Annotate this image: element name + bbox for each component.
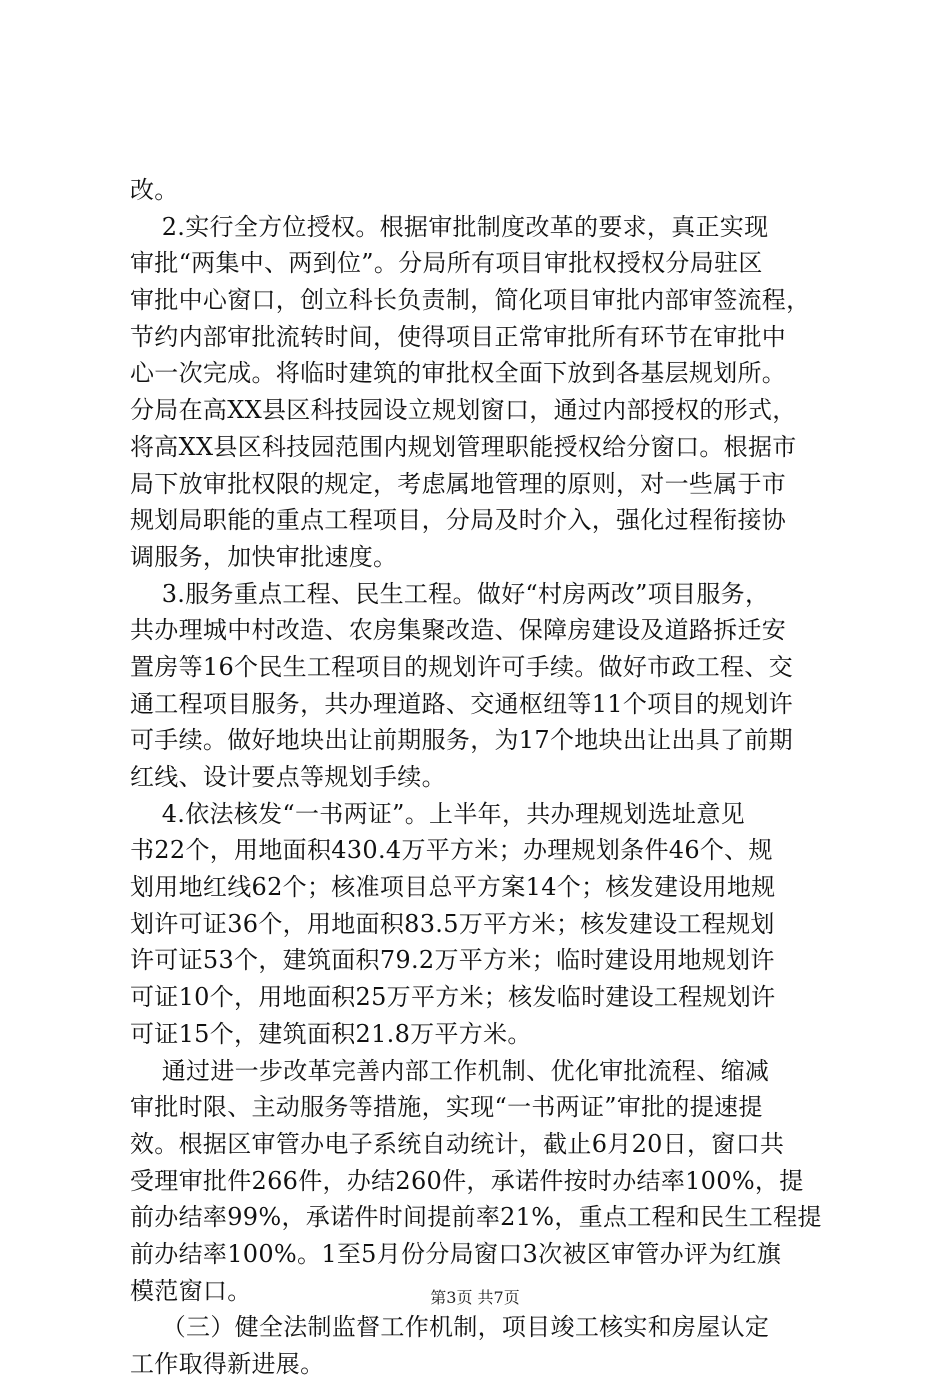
text-line: 置房等16个民生工程项目的规划许可手续。做好市政工程、交 [130,652,793,681]
body-text [130,172,830,1383]
text-line: 审批“两集中、两到位”。分局所有项目审批权授权分局驻区 [130,249,763,278]
text-line: 改。 [130,176,179,204]
text-line: 通工程项目服务，共办理道路、交通枢纽等11个项目的规划许 [130,689,793,718]
text-line: 模范窗口。 [130,1276,252,1305]
text-line: 共办理城中村改造、农房集聚改造、保障房建设及道路拆迁安 [130,616,787,645]
text-line: 将高XX县区科技园范围内规划管理职能授权给分窗口。根据市 [130,432,797,461]
text-line: 规划局职能的重点工程项目，分局及时介入，强化过程衔接协 [130,506,787,535]
text-line: 前办结率99%，承诺件时间提前率21%，重点工程和民生工程提 [130,1203,822,1232]
text-line: （三）健全法制监督工作机制，项目竣工核实和房屋认定 [130,1313,770,1342]
page-footer: 第3页 共7页 [430,1288,520,1307]
text-line: 划用地红线62个；核准项目总平方案14个；核发建设用地规 [130,873,776,902]
text-line: 局下放审批权限的规定，考虑属地管理的原则，对一些属于市 [130,469,787,498]
text-line: 前办结率100%。1至5月份分局窗口3次被区审管办评为红旗 [130,1239,782,1268]
text-line: 3.服务重点工程、民生工程。做好“村房两改”项目服务， [130,579,770,608]
text-line: 节约内部审批流转时间，使得项目正常审批所有环节在审批中 [130,322,787,351]
text-line: 审批中心窗口，创立科长负责制，简化项目审批内部审签流程， [130,286,811,315]
text-line: 工作取得新进展。 [130,1350,325,1378]
text-line: 受理审批件266件，办结260件，承诺件按时办结率100%，提 [130,1166,804,1195]
text-line: 分局在高XX县区科技园设立规划窗口，通过内部授权的形式， [130,396,797,425]
text-line: 心一次完成。将临时建筑的审批权全面下放到各基层规划所。 [130,359,787,388]
text-line: 4.依法核发“一书两证”。上半年，共办理规划选址意见 [130,799,745,828]
text-line: 通过进一步改革完善内部工作机制、优化审批流程、缩减 [130,1056,770,1085]
text-line: 可证15个，建筑面积21.8万平方米。 [130,1019,532,1048]
text-line: 可手续。做好地块出让前期服务，为17个地块出让出具了前期 [130,726,793,755]
text-line: 划许可证36个，用地面积83.5万平方米；核发建设工程规划 [130,909,775,938]
text-line: 许可证53个，建筑面积79.2万平方米；临时建设用地规划许 [130,946,775,975]
text-line: 红线、设计要点等规划手续。 [130,763,446,791]
text-line: 审批时限、主动服务等措施，实现“一书两证”审批的提速提 [130,1093,763,1122]
text-line: 2.实行全方位授权。根据审批制度改革的要求，真正实现 [130,212,769,241]
text-line: 书22个，用地面积430.4万平方米；办理规划条件46个、规 [130,836,773,865]
text-line: 调服务，加快审批速度。 [130,542,398,571]
text-line: 效。根据区审管办电子系统自动统计，截止6月20日，窗口共 [130,1129,785,1158]
text-line: 可证10个，用地面积25万平方米；核发临时建设工程规划许 [130,983,776,1012]
